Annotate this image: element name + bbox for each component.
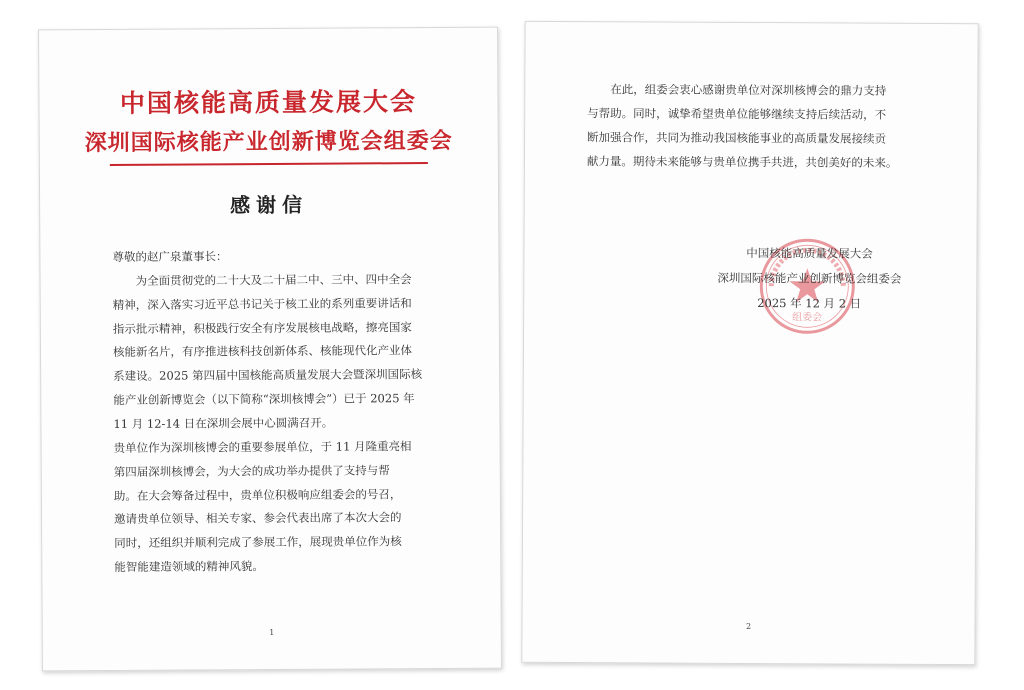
- page-number: 1: [269, 627, 275, 638]
- signature-committee: 深圳国际核能产业创新博览会组委会: [717, 270, 902, 286]
- text-line: 助。在大会筹备过程中，贵单位积极响应组委会的号召，: [113, 486, 402, 503]
- text-line: 与帮助。同时，诚挚希望贵单位能够继续支持后续活动，不: [587, 106, 887, 122]
- text-line: 献力量。期待未来能够与贵单位携手共进，共创美好的未来。: [586, 154, 898, 170]
- letterhead-title: 中国核能高质量发展大会: [119, 87, 418, 118]
- closing-paragraph: [587, 77, 927, 175]
- letter-page-1: [38, 27, 502, 672]
- text-line: 为全面贯彻党的二十大及二十届二中、三中、四中全会: [112, 272, 412, 288]
- text-line: 系建设。2025 第四届中国核能高质量发展大会暨深圳国际核: [113, 367, 423, 384]
- page-number: 2: [745, 621, 752, 632]
- text-line: 断加强合作，共同为推动我国核能事业的高质量发展接续贡: [587, 130, 887, 146]
- text-line: 指示批示精神，积极践行安全有序发展核电战略，擦亮国家: [112, 319, 412, 336]
- text-line: 贵单位作为深圳核博会的重要参展单位，于 11 月隆重亮相: [113, 439, 412, 455]
- text-line: 能产业创新博览会（以下简称“深圳核博会”）已于 2025 年: [113, 391, 415, 407]
- seal-text: 组委会: [792, 312, 823, 324]
- letterhead-subtitle: 深圳国际核能产业创新博览会组委会: [84, 127, 453, 157]
- body-paragraph-2: [114, 435, 445, 580]
- text-line: 核能新名片，有序推进核科技创新体系、核能现代化产业体: [112, 343, 413, 360]
- text-line: 精神，深入落实习近平总书记关于核工业的系列重要讲话和: [112, 295, 412, 312]
- letterhead-divider: [110, 162, 428, 166]
- text-line: 在此，组委会衷心感谢贵单位对深圳核博会的鼎力支持: [587, 82, 887, 98]
- signature-date: 2025 年 12 月 2 日: [757, 296, 862, 311]
- body-paragraph-1: [113, 268, 444, 437]
- text-line: 11 月 12-14 日在深圳会展中心圆满召开。: [113, 415, 334, 431]
- salutation: 尊敬的赵广泉董事长：: [112, 249, 228, 264]
- text-line: 能智能建造领域的精神风貌。: [114, 559, 264, 574]
- text-line: 邀请贵单位领导、相关专家、参会代表出席了本次大会的: [113, 510, 402, 527]
- text-line: 第四届深圳核博会，为大会的成功举办提供了支持与帮: [113, 463, 390, 479]
- signature-block: [684, 241, 934, 317]
- signature-organization: 中国核能高质量发展大会: [746, 245, 873, 261]
- letter-title: 感谢信: [230, 192, 309, 218]
- text-line: 同时，还组织并顺利完成了参展工作，展现贵单位作为核: [114, 534, 402, 551]
- letter-page-2: [521, 21, 978, 665]
